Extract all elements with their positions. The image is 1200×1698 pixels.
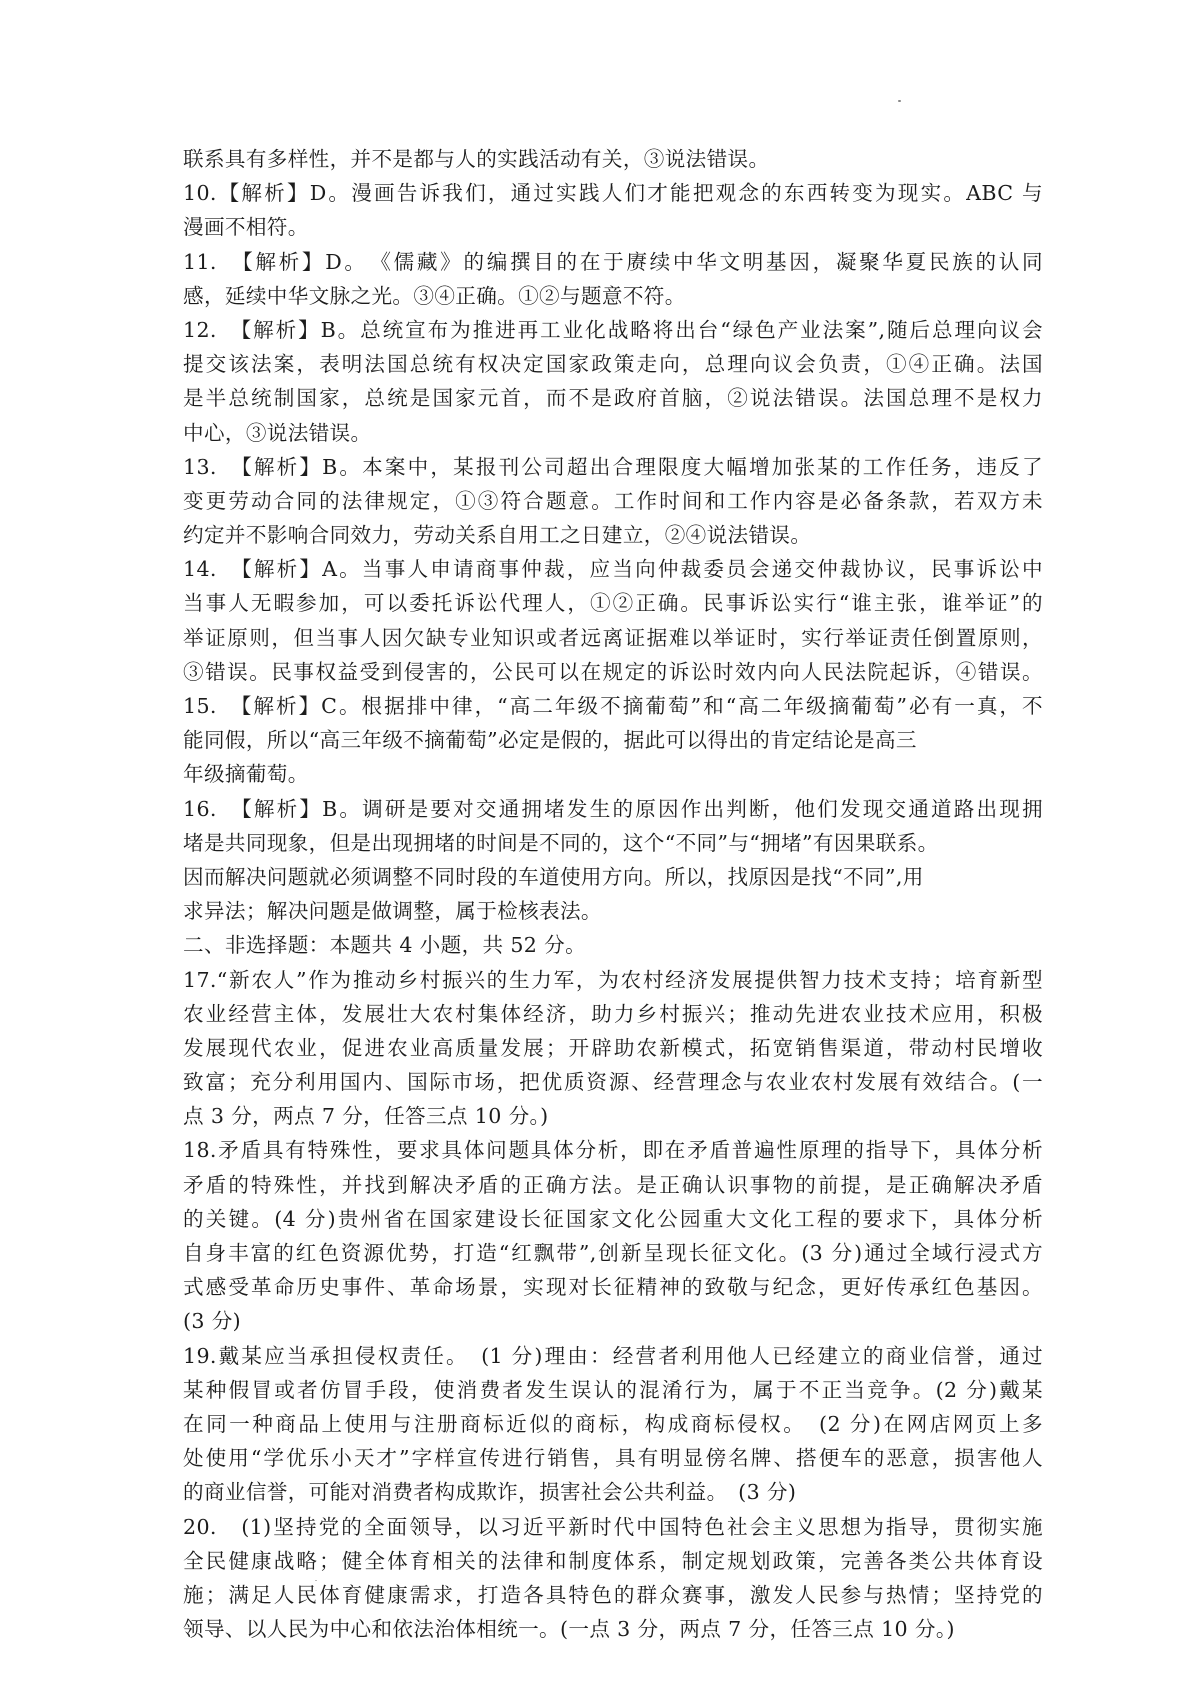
text-line: 提交该法案，表明法国总统有权决定国家政策走向，总理向议会负责，①④正确。法国 [183,352,1043,377]
text-line: 联系具有多样性，并不是都与人的实践活动有关，③说法错误。 [183,147,770,171]
text-line: 14. 【解析】A。当事人申请商事仲裁，应当向仲裁委员会递交仲裁协议，民事诉讼中 [183,557,1043,582]
text-line: 20. (1)坚持党的全面领导，以习近平新时代中国特色社会主义思想为指导，贯彻实施 [183,1514,1043,1539]
text-line: 全民健康战略；健全体育相关的法律和制度体系，制定规划政策，完善各类公共体育设 [183,1548,1043,1573]
text-line: 感，延续中华文脉之光。③④正确。①②与题意不符。 [183,283,686,308]
text-line: ③错误。民事权益受到侵害的，公民可以在规定的诉讼时效内向人民法院起诉，④错误。 [183,659,1043,684]
text-line: 13. 【解析】B。本案中，某报刊公司超出合理限度大幅增加张某的工作任务，违反了 [183,454,1043,479]
text-line: 17.“新农人”作为推动乡村振兴的生力军，为农村经济发展提供智力技术支持；培育新型 [183,967,1043,992]
text-line: 18.矛盾具有特殊性，要求具体问题具体分析，即在矛盾普遍性原理的指导下，具体分析 [183,1138,1043,1163]
text-line: 因而解决问题就必须调整不同时段的车道使用方向。所以，找原因是找“不同”,用 [183,864,924,889]
text-line: 16. 【解析】B。调研是要对交通拥堵发生的原因作出判断，他们发现交通道路出现拥 [183,796,1043,821]
text-line: 农业经营主体，发展壮大农村集体经济，助力乡村振兴；推动先进农业技术应用，积极 [183,1001,1043,1026]
text-line: 在同一种商品上使用与注册商标近似的商标，构成商标侵权。 (2 分)在网店网页上多 [183,1411,1043,1436]
text-line: 发展现代农业，促进农业高质量发展；开辟助农新模式，拓宽销售渠道，带动村民增收 [183,1035,1043,1060]
scan-speck [898,100,901,102]
text-line: 12. 【解析】B。总统宣布为推进再工业化战略将出台“绿色产业法案”,随后总理向议会 [183,317,1043,342]
text-line: 当事人无暇参加，可以委托诉讼代理人，①②正确。民事诉讼实行“谁主张，谁举证”的 [183,591,1043,616]
text-line: 年级摘葡萄。 [183,762,309,787]
text-line: 变更劳动合同的法律规定，①③符合题意。工作时间和工作内容是必备条款，若双方未 [183,488,1043,513]
text-line: 中心，③说法错误。 [183,420,372,445]
answer-key-text [183,142,1043,1646]
text-line: 某种假冒或者仿冒手段，使消费者发生误认的混淆行为，属于不正当竞争。(2 分)戴某 [183,1377,1043,1402]
text-line: 15. 【解析】C。根据排中律，“高二年级不摘葡萄”和“高二年级摘葡萄”必有一真，不 [183,694,1043,718]
text-line: 自身丰富的红色资源优势，打造“红飘带”,创新呈现长征文化。(3 分)通过全域行浸式方 [183,1241,1043,1265]
text-line: 致富；充分利用国内、国际市场，把优质资源、经营理念与农业农村发展有效结合。(一 [183,1070,1043,1095]
text-line: 二、非选择题：本题共 4 小题，共 52 分。 [183,933,587,958]
text-line: (3 分) [183,1309,242,1334]
text-line: 式感受革命历史事件、革命场景，实现对长征精神的致敬与纪念，更好传承红色基因。 [183,1275,1043,1300]
text-line: 漫画不相符。 [183,215,309,240]
text-line: 求异法；解决问题是做调整，属于检核表法。 [183,899,602,924]
text-line: 10.【解析】D。漫画告诉我们，通过实践人们才能把观念的东西转变为现实。ABC 与 [183,181,1043,206]
text-line: 19.戴某应当承担侵权责任。 (1 分)理由：经营者利用他人已经建立的商业信誉，通过 [183,1343,1043,1368]
text-line: 矛盾的特殊性，并找到解决矛盾的正确方法。是正确认识事物的前提，是正确解决矛盾 [183,1172,1043,1197]
text-line: 堵是共同现象，但是出现拥堵的时间是不同的，这个“不同”与“拥堵”有因果联系。 [183,830,939,855]
text-line: 约定并不影响合同效力，劳动关系自用工之日建立，②④说法错误。 [183,523,812,548]
text-line: 处使用“学优乐小天才”字样宣传进行销售，具有明显傍名牌、搭便车的恶意，损害他人 [183,1446,1043,1471]
text-line: 点 3 分，两点 7 分，任答三点 10 分。) [183,1104,549,1129]
text-line: 11. 【解析】D。 《儒藏》的编撰目的在于赓续中华文明基因，凝聚华夏民族的认同 [183,249,1043,274]
text-line: 的商业信誉，可能对消费者构成欺诈，损害社会公共利益。 (3 分) [183,1480,797,1505]
text-line: 举证原则，但当事人因欠缺专业知识或者远离证据难以举证时，实行举证责任倒置原则， [183,625,1043,650]
text-line: 是半总统制国家，总统是国家元首，而不是政府首脑，②说法错误。法国总理不是权力 [183,386,1043,411]
text-line: 的关键。(4 分)贵州省在国家建设长征国家文化公园重大文化工程的要求下，具体分析 [183,1206,1043,1231]
text-line: 能同假，所以“高三年级不摘葡萄”必定是假的，据此可以得出的肯定结论是高三 [183,728,917,753]
text-line: 领导、以人民为中心和依法治体相统一。(一点 3 分，两点 7 分，任答三点 10 分。) [183,1617,955,1642]
text-line: 施；满足人民体育健康需求，打造各具特色的群众赛事，激发人民参与热情；坚持党的 [183,1582,1043,1607]
